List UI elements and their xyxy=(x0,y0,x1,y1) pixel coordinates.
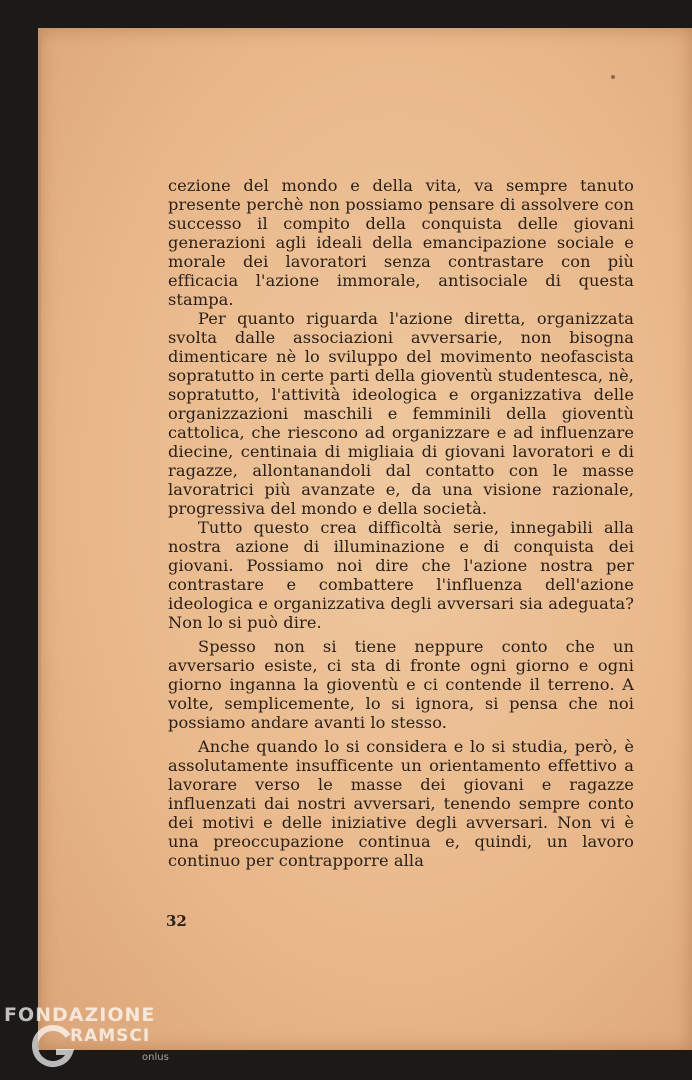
watermark-line2: RAMSCI xyxy=(70,1026,151,1046)
paragraph-1: cezione del mondo e della vita, va sempre tanuto presente perchè non possiamo pensare di assolvere con successo il compito della conquista delle giovani generazioni agli ideali della emancipazione sociale e morale dei lavoratori senza contrastare con più efficacia l'azione immorale, antisociale di questa stampa. xyxy=(168,176,634,309)
page-edge xyxy=(38,28,41,1050)
paper-speck xyxy=(611,75,615,79)
watermark-onlus: onlus xyxy=(142,1052,169,1063)
book-page xyxy=(38,28,692,1050)
paragraph-4: Spesso non si tiene neppure conto che un avversario esiste, ci sta di fronte ogni giorno e ogni giorno inganna la gioventù e ci contende il terreno. A volte, semplicemente, lo si ignora, si pensa che noi possiamo andare avanti lo stesso. xyxy=(168,637,634,732)
paragraph-5: Anche quando lo si considera e lo si studia, però, è assolutamente insufficente un orientamento effettivo a lavorare verso le masse dei giovani e ragazze influenzati dai nostri avversari, tenendo sempre conto dei motivi e delle iniziative degli avversari. Non vi è una preoccupazione continua e, quindi, un lavoro continuo per contrapporre alla xyxy=(168,737,634,870)
body-text xyxy=(168,176,634,870)
page-number: 32 xyxy=(166,912,187,930)
paragraph-3: Tutto questo crea difficoltà serie, innegabili alla nostra azione di illuminazione e di conquista dei giovani. Possiamo noi dire che l'azione nostra per contrastare e combattere l'influenza dell'azione ideologica e organizzativa degli avversari sia adeguata? Non lo si può dire. xyxy=(168,518,634,632)
fondazione-gramsci-watermark xyxy=(4,1004,184,1074)
watermark-line1: FONDAZIONE xyxy=(4,1004,156,1026)
gramsci-logo-icon xyxy=(28,1022,76,1070)
paragraph-2: Per quanto riguarda l'azione diretta, organizzata svolta dalle associazioni avversarie, non bisogna dimenticare nè lo sviluppo del movimento neofascista sopratutto in certe parti della gioventù studentesca, nè, sopratutto, l'attività ideologica e organizzativa delle organizzazioni maschili e femminili della gioventù cattolica, che riescono ad organizzare e ad influenzare diecine, centinaia di migliaia di giovani lavoratori e di ragazze, allontanandoli dal contatto con le masse lavoratrici più avanzate e, da una visione razionale, progressiva del mondo e della società. xyxy=(168,309,634,518)
